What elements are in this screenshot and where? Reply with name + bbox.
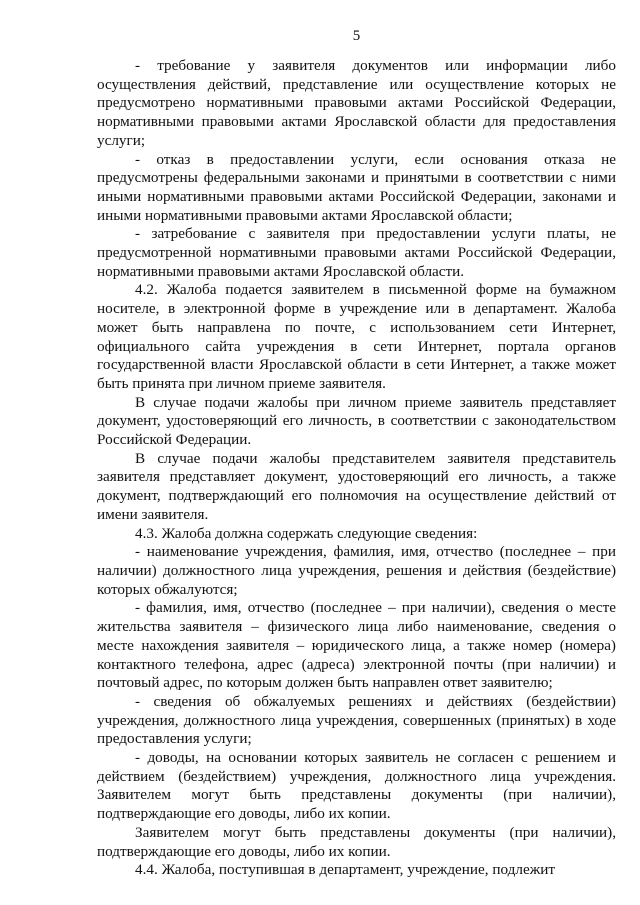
paragraph-requirement-documents: - требование у заявителя документов или информации либо осуществления действий, представление или осуществление которых не предусмотрено нормативными правовыми актами Российской Федерации, нормативными правовыми актами Ярославской области для предоставления услуги;: [97, 57, 616, 149]
page-number: 5: [352, 28, 361, 44]
paragraph-applicant-details: - фамилия, имя, отчество (последнее – при наличии), сведения о месте жительства заявителя – физического лица либо наименование, сведения о месте нахождения заявителя – юридического лица, а также номер (номера) контактного телефона, адрес (адреса) электронной почты (при наличии) и почтовый адрес, по которым должен быть направлен ответ заявителю;: [97, 599, 616, 692]
paragraph-representative: В случае подачи жалобы представителем заявителя представитель заявителя представляет документ, удостоверяющий его личность, а также документ, подтверждающий его полномочия на осуществление действий от имени заявителя.: [97, 449, 616, 523]
paragraph-supporting-documents: Заявителем могут быть представлены документы (при наличии), подтверждающие его доводы, либо их копии.: [97, 823, 616, 860]
paragraph-appealed-decisions: - сведения об обжалуемых решениях и действиях (бездействии) учреждения, должностного лица учреждения, совершенных (принятых) в ходе предоставления услуги;: [97, 692, 616, 748]
paragraph-4-2-complaint-submission: 4.2. Жалоба подается заявителем в письменной форме на бумажном носителе, в электронной форме в учреждение или в департамент. Жалоба может быть направлена по почте, с использованием сети Интернет, официального сайта учреждения в сети Интернет, портала органов государственной власти Ярославской области в сети Интернет, а также может быть принята при личном приеме заявителя.: [97, 281, 616, 392]
paragraph-4-3-complaint-contents: 4.3. Жалоба должна содержать следующие сведения:: [135, 524, 478, 542]
document-page: [97, 26, 616, 880]
paragraph-payment-demand: - затребование с заявителя при предоставлении услуги платы, не предусмотренной нормативными правовыми актами Российской Федерации, нормативными правовыми актами Ярославской области.: [97, 225, 616, 280]
paragraph-4-4-complaint-received: 4.4. Жалоба, поступившая в департамент, учреждение, подлежит: [135, 861, 555, 879]
paragraph-arguments: - доводы, на основании которых заявитель не согласен с решением и действием (бездействием) учреждения, должностного лица учреждения. Заявителем могут быть представлены документы (при наличии), подтверждающие его доводы, либо их копии.: [97, 749, 616, 823]
paragraph-institution-name: - наименование учреждения, фамилия, имя, отчество (последнее – при наличии) должностного лица учреждения, решения и действия (бездействие) которых обжалуются;: [97, 543, 616, 598]
paragraph-refusal-service: - отказ в предоставлении услуги, если основания отказа не предусмотрены федеральными законами и принятыми в соответствии с ними иными нормативными правовыми актами Российской Федерации, законами и иными нормативными правовыми актами Ярославской области;: [97, 150, 616, 224]
paragraph-personal-reception: В случае подачи жалобы при личном приеме заявитель представляет документ, удостоверяющий его личность, в соответствии с законодательством Российской Федерации.: [97, 393, 616, 449]
